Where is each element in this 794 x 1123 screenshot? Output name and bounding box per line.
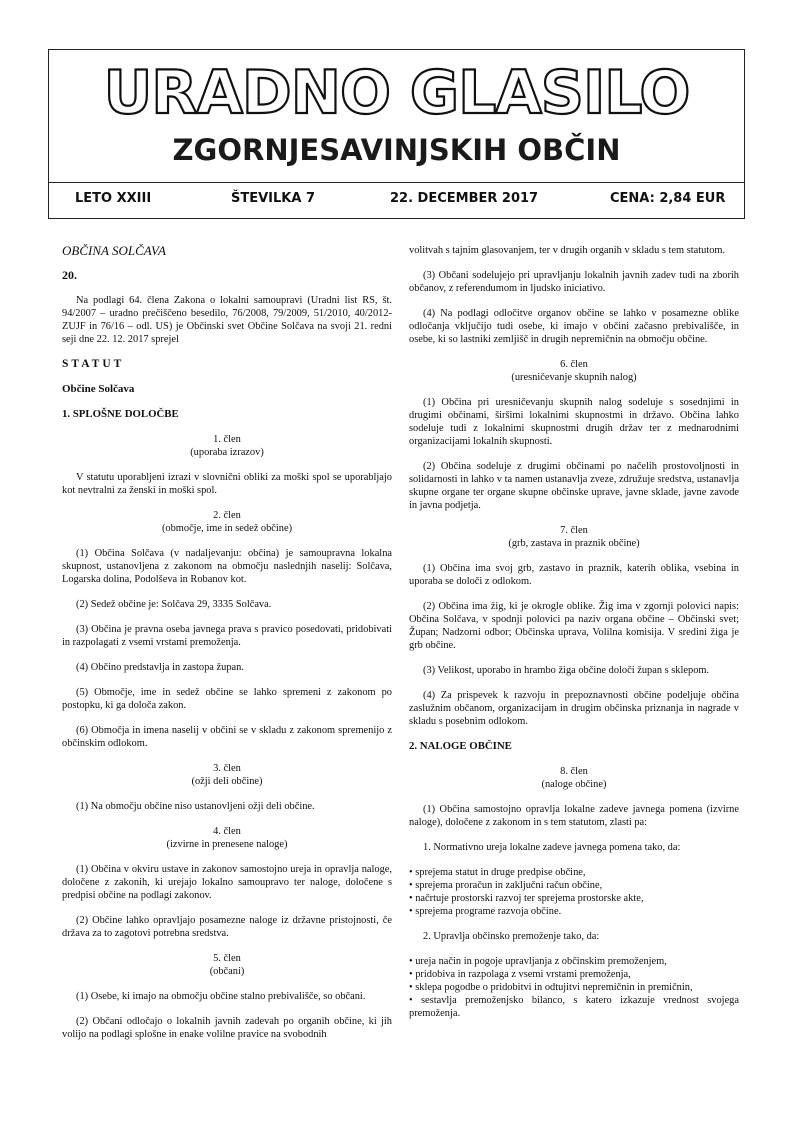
paragraph: (4) Občino predstavlja in zastopa župan. xyxy=(76,662,244,673)
paragraph: (2) Občine lahko opravljajo posamezne naloge iz državne pristojnosti, če država za to zagotovi potrebna sredstva. xyxy=(62,915,392,939)
paragraph: (1) Osebe, ki imajo na območju občine stalno prebivališče, so občani. xyxy=(76,991,366,1002)
masthead xyxy=(48,49,745,219)
article-name: (grb, zastava in praznik občine) xyxy=(508,538,640,549)
paragraph: (1) Občina Solčava (v nadaljevanju: občina) je samoupravna lokalna skupnost, ustanovljena z zakonom na območju naslednjih naselij: Solčava, Logarska dolina, Podolševa in Robanov kot. xyxy=(62,548,392,585)
article-name: (naloge občine) xyxy=(541,779,607,790)
bullet-list xyxy=(409,955,739,1020)
paragraph: (6) Območja in imena naselij v občini se v skladu z zakonom spremenijo z občinskim odlokom. xyxy=(62,725,392,749)
article-number: 3. člen xyxy=(213,763,241,774)
list-heading: 1. Normativno ureja lokalne zadeve javnega pomena tako, da: xyxy=(423,842,681,853)
article-name: (območje, ime in sedež občine) xyxy=(161,523,293,534)
article-heading xyxy=(62,825,392,851)
article-heading xyxy=(62,509,392,535)
paragraph: V statutu uporabljeni izrazi v slovnični obliki za moški spol se uporabljajo kot nevtralni za ženski in moški spol. xyxy=(62,472,392,496)
article-heading xyxy=(62,433,392,459)
paragraph: (2) Občani odločajo o lokalnih javnih zadevah po organih občine, ki jih volijo na podlagi splošne in enake volilne pravice na svobodnih xyxy=(62,1016,392,1040)
paragraph: (4) Za prispevek k razvoju in prepoznavnosti občine podeljuje občina zaslužnim občanom, organizacijam in drugim občinska priznanja in nagrade v skladu s posebnim odlokom. xyxy=(409,690,739,727)
article-number: 4. člen xyxy=(213,826,241,837)
paragraph: (1) Občina pri uresničevanju skupnih nalog sodeluje s sosednjimi in drugimi občinami, širšimi lokalnimi skupnostmi in državo. Občina lahko sodeluje tudi z lokalnimi skupnostmi drugih držav ter z mednarodnimi organizacijami lokalnih skupnosti. xyxy=(409,397,739,447)
article-name: (občani) xyxy=(209,966,245,977)
issue-date: 22. DECEMBER 2017 xyxy=(390,191,539,206)
bullet-list xyxy=(409,866,739,918)
publication-title: URADNO GLASILO xyxy=(103,58,690,128)
paragraph: (3) Občina je pravna oseba javnega prava s pravico posedovati, pridobivati in razpolagati z vsemi vrstami premoženja. xyxy=(62,624,392,648)
list-item: • sklepa pogodbe o pridobitvi in odtujitvi nepremičnin in premičnin, xyxy=(409,982,693,993)
article-heading xyxy=(409,524,739,550)
article-name: (uresničevanje skupnih nalog) xyxy=(511,372,637,383)
paragraph: (1) Občina samostojno opravlja lokalne zadeve javnega pomena (izvirne naloge), določene z zakonom in s tem statutom, zlasti pa: xyxy=(409,804,739,828)
paragraph: (5) Območje, ime in sedež občine se lahko spremeni z zakonom po postopku, ki ga določa zakon. xyxy=(62,687,392,711)
document-title: STATUT xyxy=(62,358,125,370)
publication-subtitle: ZGORNJESAVINJSKIH OBČIN xyxy=(172,133,621,167)
article-heading xyxy=(409,765,739,791)
list-item: • sestavlja premoženjsko bilanco, s katero izkazuje vrednost svojega premoženja. xyxy=(409,995,739,1019)
article-number: 6. člen xyxy=(560,359,588,370)
article-name: (ožji deli občine) xyxy=(191,776,263,787)
article-number: 8. člen xyxy=(560,766,588,777)
paragraph: (2) Sedež občine je: Solčava 29, 3335 Solčava. xyxy=(76,599,272,610)
section-heading: 1. SPLOŠNE DOLOČBE xyxy=(62,408,179,420)
paragraph: (2) Občina ima žig, ki je okrogle oblike. Žig ima v zgornji polovici napis: Občina Solčava, v spodnji polovici pa naziv organa občine – Občinski svet; Župan; Nadzorni odbor; Občinska uprava, Volilna komisija. V sredini žiga je grb občine. xyxy=(409,601,739,651)
paragraph: (1) Na območju občine niso ustanovljeni ožji deli občine. xyxy=(76,801,315,812)
list-item: • pridobiva in razpolaga z vsemi vrstami premoženja, xyxy=(409,969,631,980)
article-number: 7. člen xyxy=(560,525,588,536)
article-number: 1. člen xyxy=(213,434,241,445)
article-number: 5. člen xyxy=(213,953,241,964)
article-heading xyxy=(62,952,392,978)
act-number: 20. xyxy=(62,268,77,282)
paragraph: (3) Občani sodelujejo pri upravljanju lokalnih javnih zadev tudi na zborih občanov, z referendumom in ljudsko iniciativo. xyxy=(409,270,739,294)
article-number: 2. člen xyxy=(213,510,241,521)
list-item: • ureja način in pogoje upravljanja z občinskim premoženjem, xyxy=(409,956,667,967)
masthead-divider xyxy=(49,182,744,183)
section-heading: 2. NALOGE OBČINE xyxy=(409,740,512,752)
right-column xyxy=(409,244,739,1020)
paragraph: (3) Velikost, uporabo in hrambo žiga občine določi župan s sklepom. xyxy=(423,665,710,676)
article-heading xyxy=(62,762,392,788)
issue-price: CENA: 2,84 EUR xyxy=(610,191,726,206)
municipality-heading: OBČINA SOLČAVA xyxy=(62,243,166,258)
list-item: • sprejema statut in druge predpise občine, xyxy=(409,867,586,878)
paragraph: (2) Občina sodeluje z drugimi občinami po načelih prostovoljnosti in solidarnosti in lahko v ta namen ustanavlja zveze, združuje sredstva, ustanavlja skupne organe ter organe skupne občinske uprave, javne sklade, javne zavode in javna podjetja. xyxy=(409,461,739,511)
paragraph: (1) Občina ima svoj grb, zastavo in praznik, katerih oblika, vsebina in uporaba se določi z odlokom. xyxy=(409,563,739,587)
preamble: Na podlagi 64. člena Zakona o lokalni samoupravi (Uradni list RS, št. 94/2007 – uradno prečiščeno besedilo, 76/2008, 79/2009, 51/2010, 40/2012-ZUJF in 76/16 – odl. US) je Občinski svet Občine Solčava na svoji 21. redni seji dne 22. 12. 2017 sprejel xyxy=(62,295,392,345)
list-item: • sprejema programe razvoja občine. xyxy=(409,906,562,917)
issue-number: ŠTEVILKA 7 xyxy=(231,191,315,206)
paragraph: (4) Na podlagi odločitve organov občine se lahko v posamezne oblike odločanja vključijo tudi osebe, ki imajo v občini začasno prebivališče, in osebe, ki so lastniki zemljišč in drugih nepremičnin na območju občine. xyxy=(409,308,739,345)
volume-year: LETO XXIII xyxy=(75,191,152,206)
list-item: • načrtuje prostorski razvoj ter sprejema prostorske akte, xyxy=(409,893,644,904)
left-column xyxy=(62,244,392,1053)
article-name: (uporaba izrazov) xyxy=(190,447,264,458)
paragraph: (1) Občina v okviru ustave in zakonov samostojno ureja in opravlja naloge, določene z zakonih, ki urejajo lokalno samoupravo ter naloge, določene s predpisi občine na podlagi zakonov. xyxy=(62,864,392,901)
article-heading xyxy=(409,358,739,384)
paragraph-continuation: volitvah s tajnim glasovanjem, ter v drugih organih v skladu s tem statutom. xyxy=(409,245,726,256)
list-heading: 2. Upravlja občinsko premoženje tako, da: xyxy=(423,931,600,942)
article-name: (izvirne in prenesene naloge) xyxy=(166,839,288,850)
list-item: • sprejema proračun in zaključni račun občine, xyxy=(409,880,603,891)
document-subtitle: Občine Solčava xyxy=(62,383,135,395)
